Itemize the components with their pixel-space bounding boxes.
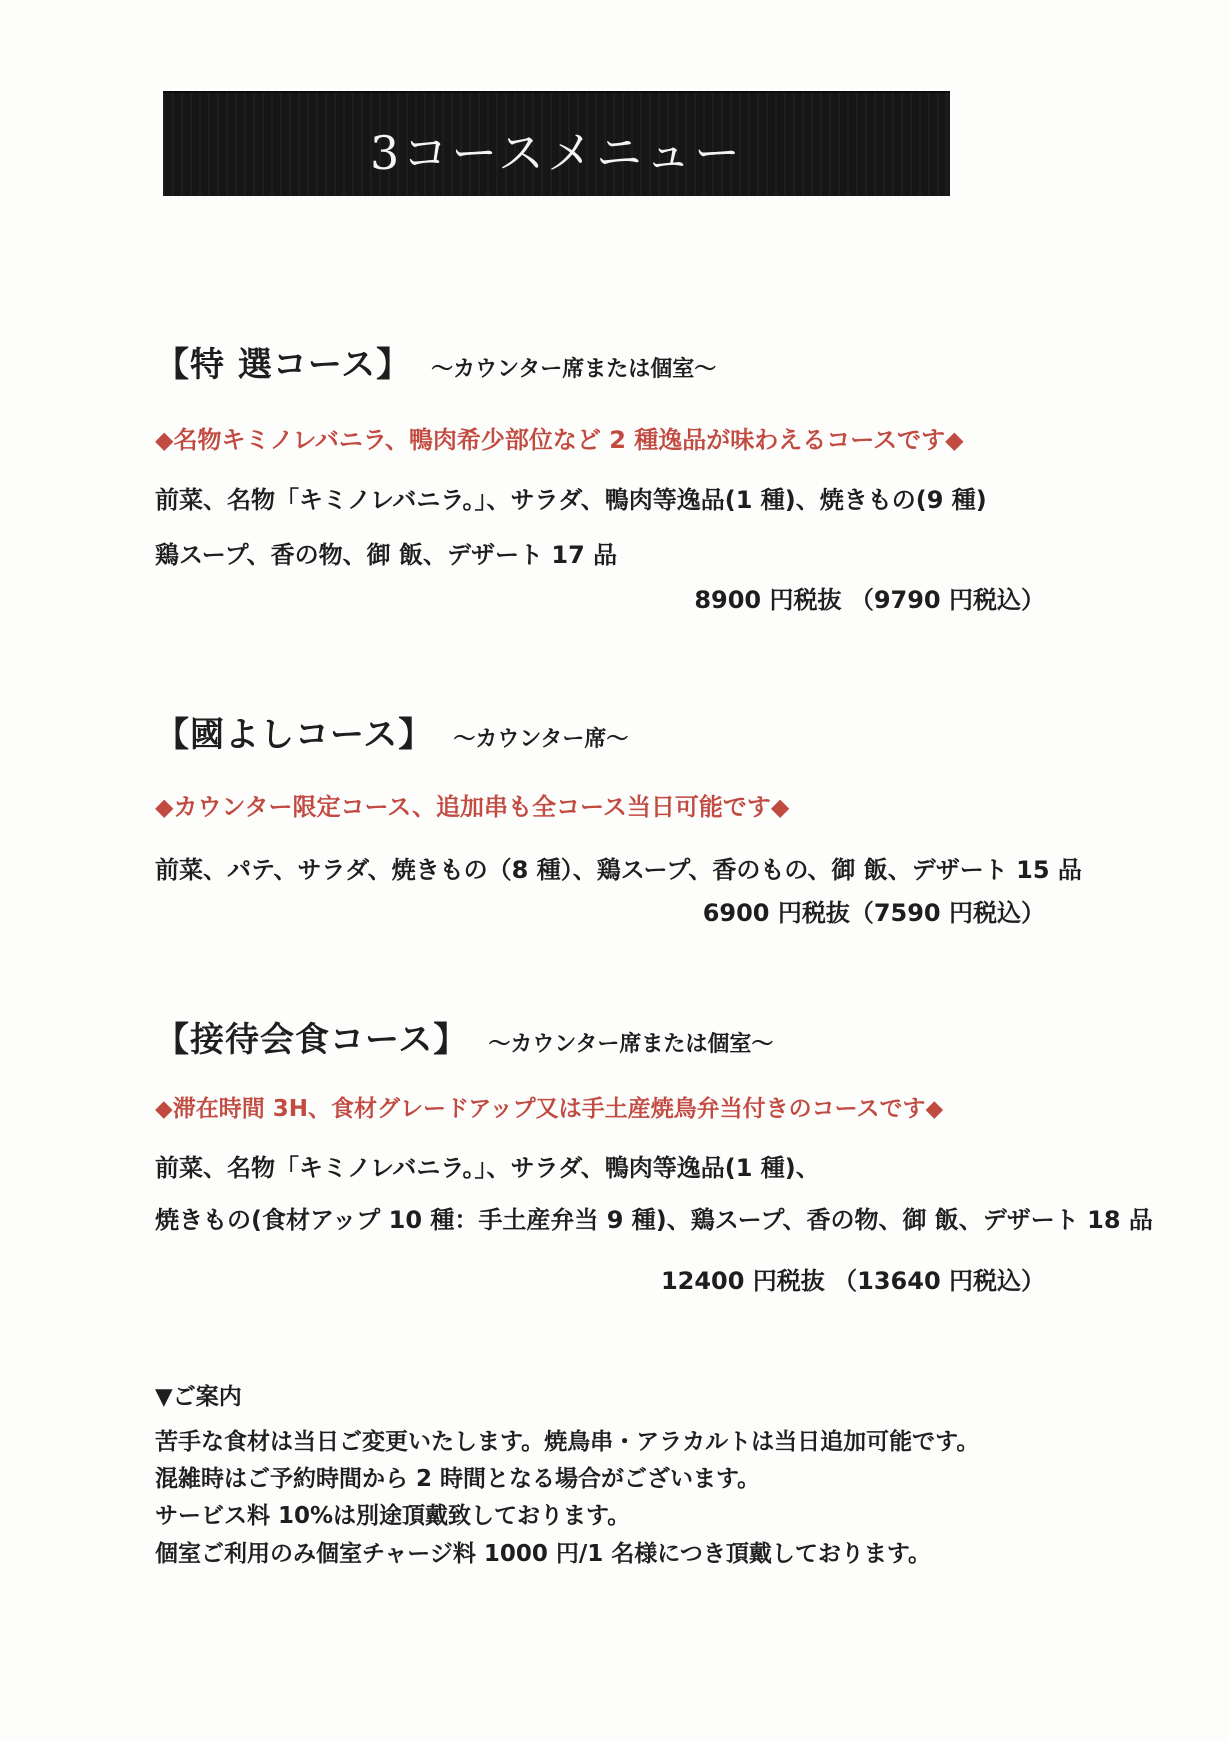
course-seating: ～カウンター席～	[453, 727, 629, 752]
course-seating: ～カウンター席または個室～	[488, 1032, 774, 1057]
course-price: 12400 円税抜 （13640 円税込）	[660, 1267, 1045, 1295]
course-highlight: ◆滞在時間 3H、食材グレードアップ又は手土産焼鳥弁当付きのコースです◆	[155, 1096, 944, 1122]
course-section-tokusen	[155, 337, 1095, 637]
notice-line: サービス料 10%は別途頂戴致しております。	[155, 1503, 631, 1529]
course-line: 鶏スープ、香の物、御 飯、デザート 17 品	[155, 541, 618, 569]
course-highlight: ◆カウンター限定コース、追加串も全コース当日可能です◆	[155, 793, 790, 821]
notice-section	[155, 1378, 1115, 1598]
notice-line: 混雑時はご予約時間から 2 時間となる場合がございます。	[155, 1466, 761, 1492]
course-price: 6900 円税抜（7590 円税込）	[702, 899, 1045, 927]
notice-title: ▼ご案内	[155, 1384, 242, 1410]
course-line: 前菜、名物「キミノレバニラ。」、サラダ、鴨肉等逸品(1 種)、焼きもの(9 種)	[155, 486, 987, 514]
course-seating: ～カウンター席または個室～	[431, 357, 717, 382]
notice-line: 個室ご利用のみ個室チャージ料 1000 円/1 名様につき頂戴しております。	[155, 1541, 931, 1567]
course-line: 前菜、パテ、サラダ、焼きもの（8 種）、鶏スープ、香のもの、御 飯、デザート 15 品	[155, 856, 1082, 884]
course-line: 焼きもの(食材アップ 10 種：手土産弁当 9 種)、鶏スープ、香の物、御 飯、デザート 18 品	[155, 1206, 1153, 1234]
course-line: 前菜、名物「キミノレバニラ。」、サラダ、鴨肉等逸品(1 種)、	[155, 1154, 820, 1182]
course-section-kuniyoshi	[155, 707, 1095, 947]
course-header	[155, 1012, 773, 1061]
course-header	[155, 337, 716, 386]
course-name: 【接待会食コース】	[155, 1020, 469, 1060]
page-title: 3コースメニュー	[370, 125, 743, 180]
course-highlight: ◆名物キミノレバニラ、鴨肉希少部位など 2 種逸品が味わえるコースです◆	[155, 426, 964, 454]
title-banner	[163, 93, 950, 196]
notice-line: 苦手な食材は当日ご変更いたします。焼鳥串・アラカルトは当日追加可能です。	[155, 1429, 980, 1455]
course-price: 8900 円税抜 （9790 円税込）	[694, 586, 1045, 614]
course-name: 【特 選コース】	[155, 345, 412, 385]
course-header	[155, 707, 628, 756]
course-name: 【國よしコース】	[155, 715, 434, 755]
course-section-settai	[155, 1012, 1153, 1312]
